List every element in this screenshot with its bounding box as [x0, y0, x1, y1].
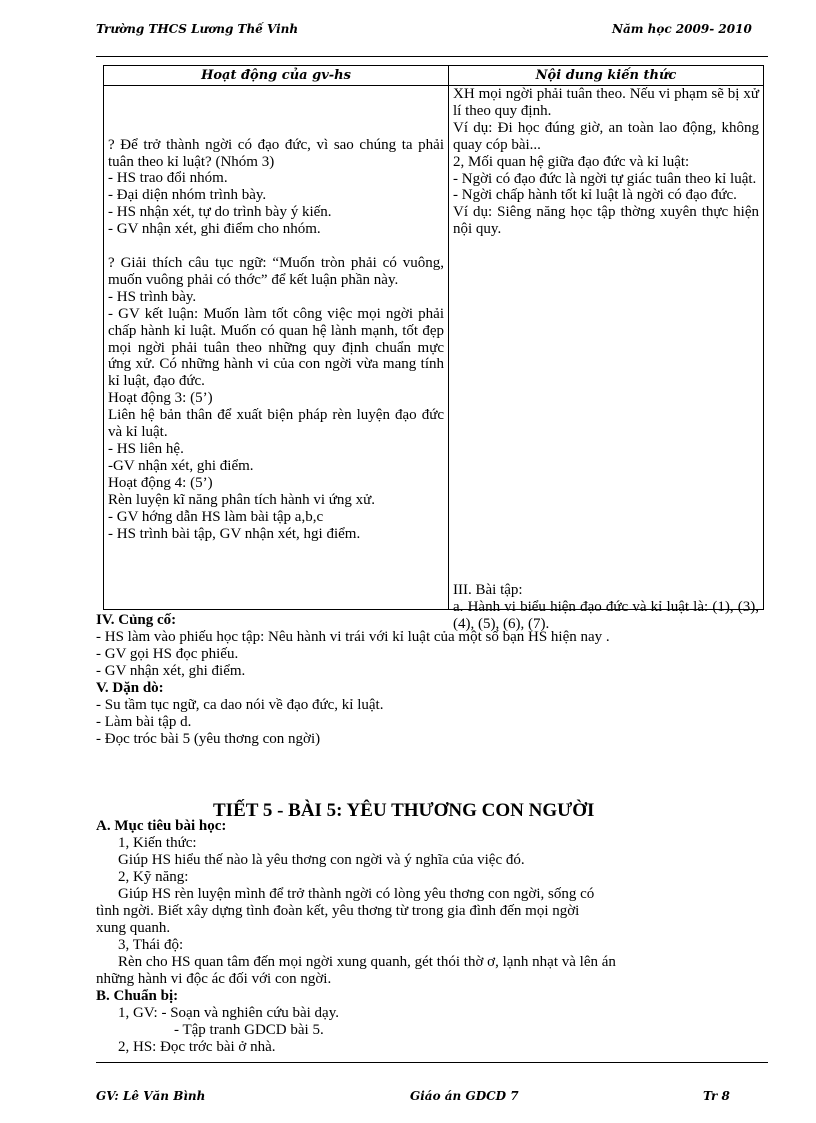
teacher-student-activity-cell [104, 86, 449, 610]
footer-page: Tr 8 [703, 1089, 730, 1103]
header-divider [96, 56, 768, 57]
table-header-row [104, 66, 764, 86]
header-year: Năm học 2009- 2010 [612, 22, 752, 36]
table-body-row [104, 86, 764, 610]
homework-line: - Đọc tróc bài 5 (yêu thơng con ngời) [96, 731, 321, 747]
consolidation-line: - GV gọi HS đọc phiếu. [96, 646, 239, 662]
col-left-title: Hoạt động của gv-hs [104, 66, 449, 86]
left-line: ? Giải thích câu tục ngữ: “Muốn tròn phải có vuông, muốn vuông phải có thớc” để kết luận phần này. [108, 255, 444, 288]
consolidation-line: - HS làm vào phiếu học tập: Nêu hành vi trái với kỉ luật của một số bạn HS hiện nay . [96, 629, 610, 645]
skills-label: 2, Kỹ năng: [118, 869, 189, 885]
attitude-line: những hành vi độc ác đối với con ngời. [96, 971, 332, 987]
left-line [108, 120, 444, 137]
homework-line: - Làm bài tập d. [96, 714, 192, 730]
skills-line: tình ngời. Biết xây dựng tình đoàn kết, yêu thơng từ trong gia đình đến mọi ngời [96, 903, 580, 919]
footer-teacher: GV: Lê Văn Bình [96, 1089, 206, 1103]
consolidation-heading: IV. Củng cố: [96, 612, 177, 628]
left-line: Hoạt động 4: (5’) [108, 474, 213, 491]
knowledge-label: 1, Kiến thức: [118, 835, 197, 851]
preparation-heading: B. Chuẩn bị: [96, 988, 179, 1004]
attitude-line: Rèn cho HS quan tâm đến mọi ngời xung quanh, gét thói thờ ơ, lạnh nhạt và lên án [118, 954, 616, 970]
left-line: - GV kết luận: Muốn làm tốt công việc mọi ngời phải chấp hành kỉ luật. Muốn có quan hệ lành mạnh, tốt đẹp mọi ngời phải tuân theo những quy định chuẩn mực ứng xử. Có những hành vi của con ngời vừa mang tính kỉ luật, đạo đức. [108, 305, 444, 390]
knowledge-content-cell [449, 86, 764, 632]
left-line: Hoạt động 3: (5’) [108, 390, 213, 407]
preparation-gv: 1, GV: - Soạn và nghiên cứu bài dạy. [118, 1005, 339, 1021]
skills-line: xung quanh. [96, 920, 171, 936]
left-line: Liên hệ bản thân để xuất biện pháp rèn luyện đạo đức và kỉ luật. [108, 407, 444, 441]
right-line: XH mọi ngời phải tuân theo. Nếu vi phạm sẽ bị xử lí theo quy định. [453, 86, 759, 119]
preparation-gv-2: - Tập tranh GDCD bài 5. [174, 1022, 324, 1038]
footer-subject: Giáo án GDCD 7 [410, 1089, 519, 1103]
attitude-label: 3, Thái độ: [118, 937, 184, 953]
consolidation-line: - GV nhận xét, ghi điểm. [96, 663, 246, 679]
left-line: - HS trao đổi nhóm. [108, 170, 228, 187]
right-line: - Ngời có đạo đức là ngời tự giác tuân theo kỉ luật. [453, 170, 757, 187]
left-line: - GV nhận xét, ghi điểm cho nhóm. [108, 221, 321, 238]
objectives-heading: A. Mục tiêu bài học: [96, 818, 227, 834]
header-school: Trường THCS Lương Thế Vinh [96, 22, 299, 36]
left-line: - HS trình bài tập, GV nhận xét, hgi điểm. [108, 525, 361, 542]
right-line: 2, Mối quan hệ giữa đạo đức và kỉ luật: [453, 153, 690, 170]
left-line: Rèn luyện kĩ năng phân tích hành vi ứng xử. [108, 491, 376, 508]
homework-line: - Su tầm tục ngữ, ca dao nói về đạo đức, kỉ luật. [96, 697, 384, 713]
left-line: ? Để trở thành ngời có đạo đức, vì sao chúng ta phải tuân theo kỉ luật? (Nhóm 3) [108, 136, 444, 170]
consolidation-section [96, 612, 610, 748]
footer-divider [96, 1062, 768, 1063]
left-line [108, 238, 444, 255]
knowledge-text: Giúp HS hiểu thế nào là yêu thơng con ngời và ý nghĩa của việc đó. [118, 852, 525, 868]
left-line: - Đại diện nhóm trình bày. [108, 187, 267, 204]
preparation-hs: 2, HS: Đọc trớc bài ở nhà. [118, 1039, 276, 1055]
left-line: -GV nhận xét, ghi điểm. [108, 457, 254, 474]
exercise-heading: III. Bài tập: [453, 582, 523, 598]
left-line [108, 103, 444, 120]
objectives-section [96, 818, 768, 1056]
right-line: Ví dụ: Siêng năng học tập thờng xuyên thực hiện nội quy. [453, 204, 759, 238]
exercise-answer: a. Hành vi biểu hiện đạo đức và kỉ luật là: (1), (3), (4), (5), (6), (7). [453, 598, 759, 632]
left-line: - HS nhận xét, tự do trình bày ý kiến. [108, 204, 332, 221]
left-line: - HS trình bày. [108, 288, 197, 305]
left-line: - HS liên hệ. [108, 440, 184, 457]
left-line: - GV hớng dẫn HS làm bài tập a,b,c [108, 508, 324, 525]
left-line [108, 86, 444, 103]
skills-line: Giúp HS rèn luyện mình để trở thành ngời có lòng yêu thơng con ngời, sống có [118, 886, 595, 902]
col-right-title: Nội dung kiến thức [449, 66, 764, 86]
right-line: Ví dụ: Đi học đúng giờ, an toàn lao động, không quay cóp bài... [453, 119, 759, 153]
lesson-title: TIẾT 5 - BÀI 5: YÊU THƯƠNG CON NGƯỜI [213, 800, 595, 821]
homework-heading: V. Dặn dò: [96, 680, 164, 696]
right-line: - Ngời chấp hành tốt kỉ luật là ngời có đạo đức. [453, 187, 737, 204]
